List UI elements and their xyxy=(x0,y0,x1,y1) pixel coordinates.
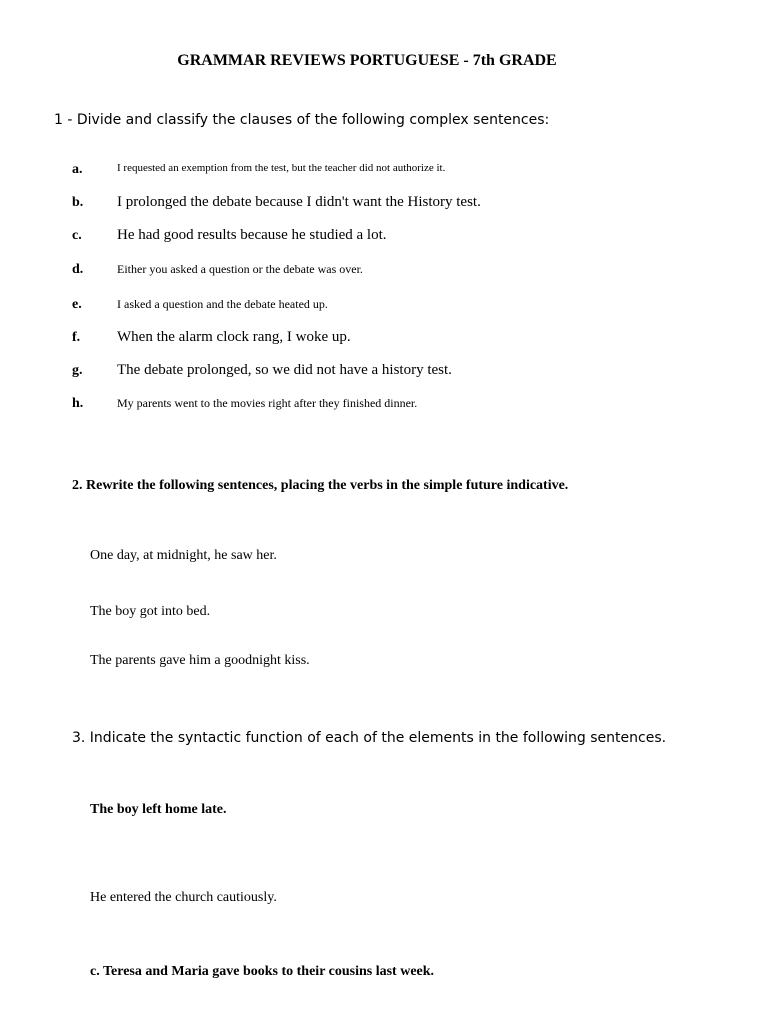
item-letter: d. xyxy=(72,262,84,277)
item-text: He had good results because he studied a lot. xyxy=(117,227,387,243)
item-letter: b. xyxy=(72,195,84,210)
item-letter: e. xyxy=(72,297,82,312)
sentence: The boy left home late. xyxy=(90,802,227,817)
item-letter: a. xyxy=(72,162,83,177)
sentence: One day, at midnight, he saw her. xyxy=(90,548,277,563)
item-text: The debate prolonged, so we did not have a history test. xyxy=(117,362,452,378)
question-2-prompt: 2. Rewrite the following sentences, placing the verbs in the simple future indicative. xyxy=(72,478,569,493)
item-text: Either you asked a question or the debate was over. xyxy=(117,262,363,276)
page-title: GRAMMAR REVIEWS PORTUGUESE - 7th GRADE xyxy=(177,52,557,69)
sentence: He entered the church cautiously. xyxy=(90,890,277,905)
item-letter: g. xyxy=(72,363,83,378)
sentence: The parents gave him a goodnight kiss. xyxy=(90,653,310,668)
item-letter: c. xyxy=(72,228,82,243)
question-3-prompt: 3. Indicate the syntactic function of each of the elements in the following sentences. xyxy=(72,730,667,746)
item-text: I prolonged the debate because I didn't want the History test. xyxy=(117,194,481,210)
item-letter: h. xyxy=(72,396,84,411)
item-text: My parents went to the movies right after they finished dinner. xyxy=(117,396,418,410)
item-text: I requested an exemption from the test, but the teacher did not authorize it. xyxy=(117,162,446,174)
item-text: I asked a question and the debate heated up. xyxy=(117,297,328,311)
sentence: The boy got into bed. xyxy=(90,604,211,619)
item-letter: f. xyxy=(72,330,81,345)
item-text: When the alarm clock rang, I woke up. xyxy=(117,329,351,345)
question-1-prompt: 1 - Divide and classify the clauses of the following complex sentences: xyxy=(54,112,550,128)
sentence: c. Teresa and Maria gave books to their cousins last week. xyxy=(90,964,435,979)
